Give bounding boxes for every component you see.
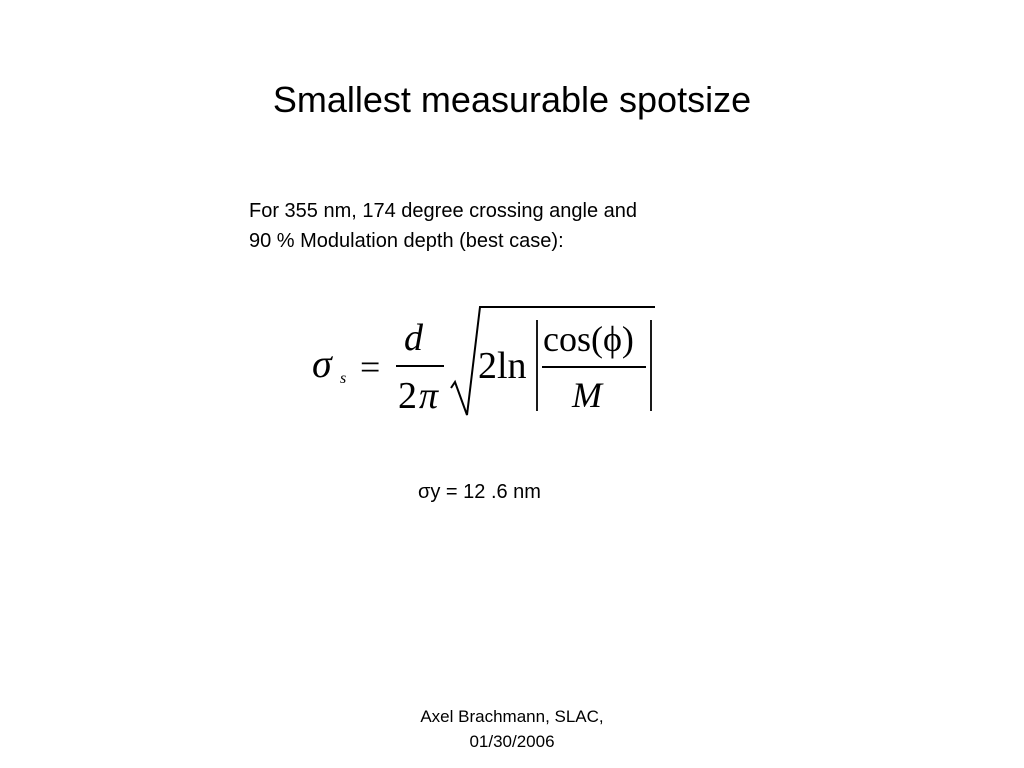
formula-subscript: s	[340, 370, 347, 387]
formula-cos-numerator: cos(ϕ)	[543, 319, 634, 359]
formula-denominator-pi: π	[419, 375, 439, 417]
intro-line-1: For 355 nm, 174 degree crossing angle and	[249, 200, 638, 222]
result-value: σy = 12 .6 nm	[418, 481, 541, 503]
footer	[362, 704, 662, 754]
spotsize-formula	[300, 295, 670, 425]
formula-modulation: M	[572, 375, 602, 415]
intro-line-2: 90 % Modulation depth (best case):	[249, 230, 564, 252]
formula-two-ln: 2ln	[478, 345, 527, 387]
formula-denominator-two: 2	[398, 375, 417, 417]
formula-sigma: σ	[312, 341, 332, 386]
footer-author: Axel Brachmann, SLAC,	[420, 707, 604, 726]
formula-equals: =	[360, 347, 381, 387]
formula-numerator: d	[404, 317, 423, 359]
footer-date: 01/30/2006	[469, 732, 555, 751]
intro-text	[249, 196, 789, 256]
slide-title: Smallest measurable spotsize	[272, 79, 752, 120]
